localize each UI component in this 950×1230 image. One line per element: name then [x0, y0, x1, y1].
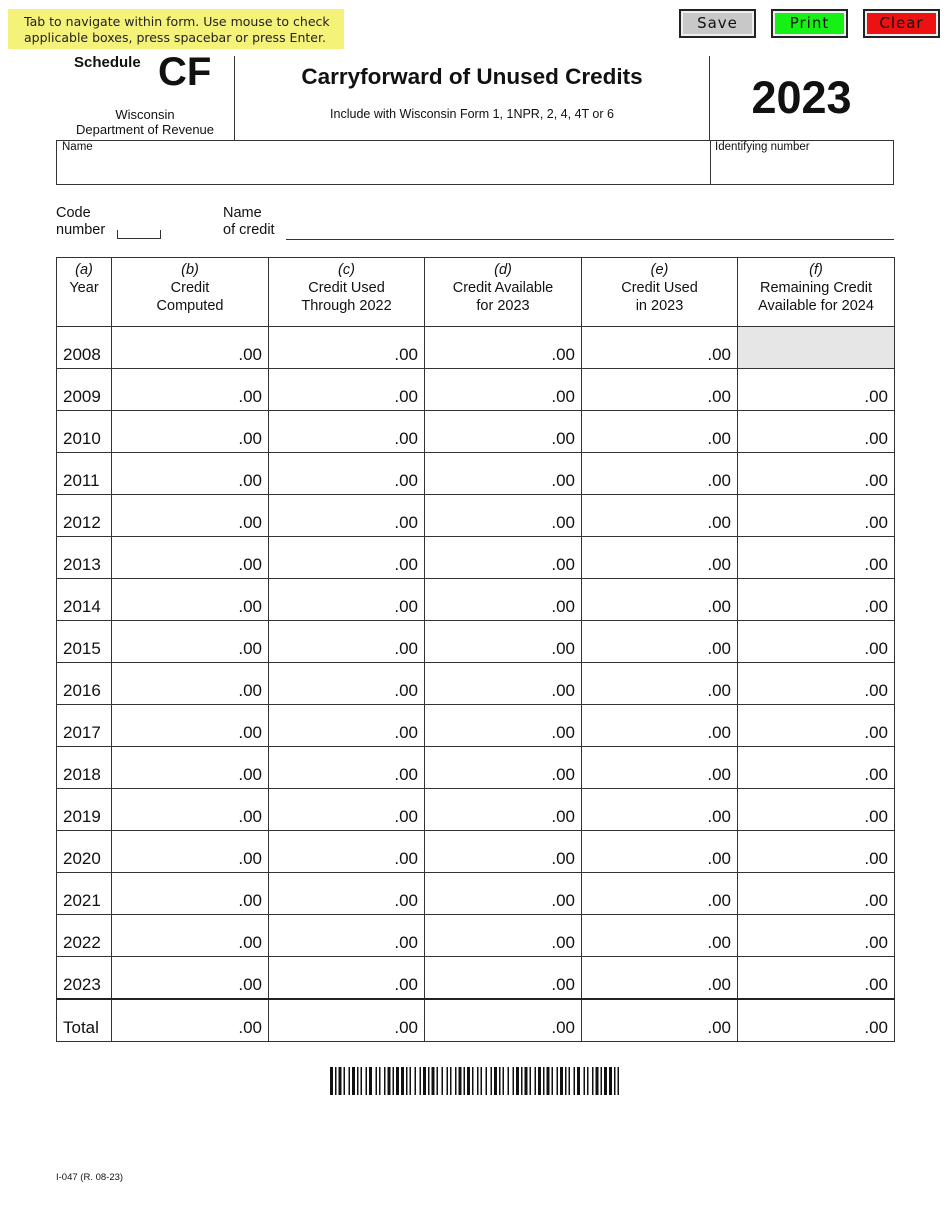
amount-field-f[interactable]: .00	[738, 705, 895, 747]
amount-field-d[interactable]: .00	[425, 789, 582, 831]
credit-name-label	[223, 205, 275, 239]
year-cell: 2011	[57, 453, 112, 495]
year-cell: Total	[57, 999, 112, 1042]
print-button[interactable]: Print	[771, 9, 848, 38]
amount-field-d[interactable]: .00	[425, 369, 582, 411]
amount-field-e[interactable]: .00	[582, 411, 738, 453]
amount-field-b[interactable]: .00	[112, 747, 269, 789]
amount-field-b[interactable]: .00	[112, 873, 269, 915]
amount-field-c[interactable]: .00	[269, 411, 425, 453]
amount-field-d[interactable]: .00	[425, 957, 582, 1000]
column-letter: (d)	[494, 262, 512, 278]
barcode-icon	[330, 1067, 622, 1095]
table-row	[57, 705, 895, 747]
column-header	[57, 258, 112, 327]
credit-name-input[interactable]	[286, 239, 894, 240]
amount-field-d[interactable]: .00	[425, 579, 582, 621]
column-letter: (e)	[650, 262, 669, 278]
column-title: Year	[69, 280, 99, 296]
year-cell: 2022	[57, 915, 112, 957]
amount-field-b[interactable]: .00	[112, 579, 269, 621]
amount-field-e[interactable]: .00	[582, 915, 738, 957]
amount-field-e[interactable]: .00	[582, 663, 738, 705]
amount-field-e[interactable]: .00	[582, 537, 738, 579]
amount-field-d[interactable]: .00	[425, 453, 582, 495]
amount-field-b[interactable]: .00	[112, 369, 269, 411]
column-title: Credit	[170, 280, 210, 296]
amount-field-d[interactable]: .00	[425, 831, 582, 873]
amount-field-c[interactable]: .00	[269, 747, 425, 789]
amount-field-d[interactable]: .00	[425, 663, 582, 705]
amount-field-b[interactable]: .00	[112, 831, 269, 873]
amount-field-b[interactable]: .00	[112, 999, 269, 1042]
amount-field-f[interactable]: .00	[738, 579, 895, 621]
amount-field-b[interactable]: .00	[112, 789, 269, 831]
column-title: Available for 2024	[758, 298, 874, 314]
amount-field-f[interactable]: .00	[738, 369, 895, 411]
column-letter: (c)	[338, 262, 355, 278]
amount-field-d[interactable]: .00	[425, 495, 582, 537]
amount-field-d[interactable]: .00	[425, 915, 582, 957]
column-header	[269, 258, 425, 327]
amount-field-f[interactable]: .00	[738, 915, 895, 957]
column-letter: (b)	[181, 262, 199, 278]
amount-field-e[interactable]: .00	[582, 789, 738, 831]
amount-field-c[interactable]: .00	[269, 831, 425, 873]
amount-field-d[interactable]: .00	[425, 705, 582, 747]
total-row	[57, 999, 895, 1042]
amount-field-b[interactable]: .00	[112, 705, 269, 747]
amount-field-c[interactable]: .00	[269, 915, 425, 957]
amount-field-c[interactable]: .00	[269, 663, 425, 705]
code-label-line: Code	[56, 205, 91, 221]
amount-field-e[interactable]: .00	[582, 453, 738, 495]
amount-field-d[interactable]: .00	[425, 999, 582, 1042]
divider	[710, 141, 711, 184]
amount-field-d[interactable]: .00	[425, 747, 582, 789]
amount-field-d[interactable]: .00	[425, 537, 582, 579]
save-button[interactable]: Save	[679, 9, 756, 38]
page-title: Carryforward of Unused Credits	[301, 64, 643, 89]
amount-field-c[interactable]: .00	[269, 957, 425, 1000]
year-cell: 2008	[57, 327, 112, 369]
amount-field-f[interactable]: .00	[738, 621, 895, 663]
name-label: Name	[62, 141, 93, 153]
column-title: Computed	[156, 298, 224, 314]
amount-field-e[interactable]: .00	[582, 747, 738, 789]
name-id-box	[56, 140, 894, 185]
amount-field-c[interactable]: .00	[269, 789, 425, 831]
amount-field-c[interactable]: .00	[269, 873, 425, 915]
code-label	[56, 205, 105, 239]
year-cell: 2019	[57, 789, 112, 831]
column-header	[425, 258, 582, 327]
amount-field-c[interactable]: .00	[269, 369, 425, 411]
amount-field-f[interactable]: .00	[738, 537, 895, 579]
department-name: Department of Revenue	[75, 122, 215, 137]
amount-field-f[interactable]: .00	[738, 747, 895, 789]
amount-field-f[interactable]: .00	[738, 831, 895, 873]
amount-field-e[interactable]: .00	[582, 999, 738, 1042]
year-cell: 2017	[57, 705, 112, 747]
amount-field-e[interactable]: .00	[582, 957, 738, 1000]
amount-field-c[interactable]: .00	[269, 705, 425, 747]
table-row	[57, 411, 895, 453]
schedule-code: CF	[158, 50, 212, 94]
code-number-input[interactable]	[117, 230, 161, 239]
column-title: Remaining Credit	[759, 280, 873, 296]
amount-field-f[interactable]: .00	[738, 873, 895, 915]
amount-field-f[interactable]: .00	[738, 663, 895, 705]
amount-field-c[interactable]: .00	[269, 999, 425, 1042]
year-cell: 2012	[57, 495, 112, 537]
amount-field-b[interactable]: .00	[112, 957, 269, 1000]
credit-table	[56, 257, 895, 1042]
table-row	[57, 873, 895, 915]
form-number: I-047 (R. 08-23)	[56, 1172, 124, 1183]
column-header	[738, 258, 895, 327]
column-letter: (f)	[809, 262, 823, 278]
year-cell: 2023	[57, 957, 112, 1000]
table-row	[57, 537, 895, 579]
credit-label-line: Name	[223, 205, 262, 221]
table-row	[57, 621, 895, 663]
amount-field-d[interactable]: .00	[425, 873, 582, 915]
amount-field-e[interactable]: .00	[582, 327, 738, 369]
amount-field-b[interactable]: .00	[112, 915, 269, 957]
amount-field-b[interactable]: .00	[112, 663, 269, 705]
amount-field-f[interactable]: .00	[738, 495, 895, 537]
year-cell: 2014	[57, 579, 112, 621]
amount-field-c[interactable]: .00	[269, 579, 425, 621]
schedule-word: Schedule	[74, 54, 141, 71]
clear-button[interactable]: Clear	[863, 9, 940, 38]
column-title: Credit Used	[308, 280, 385, 296]
amount-field-b[interactable]: .00	[112, 327, 269, 369]
year-cell: 2016	[57, 663, 112, 705]
tax-year: 2023	[751, 72, 852, 123]
amount-field-d[interactable]: .00	[425, 621, 582, 663]
amount-field-e[interactable]: .00	[582, 873, 738, 915]
amount-field-b[interactable]: .00	[112, 495, 269, 537]
year-cell: 2009	[57, 369, 112, 411]
table-row	[57, 453, 895, 495]
year-cell: 2018	[57, 747, 112, 789]
column-header	[582, 258, 738, 327]
year-cell: 2021	[57, 873, 112, 915]
amount-field-f[interactable]: .00	[738, 999, 895, 1042]
column-title: in 2023	[635, 298, 684, 314]
table-row	[57, 369, 895, 411]
agency-name	[56, 107, 234, 137]
column-title: for 2023	[476, 298, 530, 314]
amount-field-b[interactable]: .00	[112, 411, 269, 453]
state-name: Wisconsin	[115, 107, 175, 122]
amount-field-c[interactable]: .00	[269, 327, 425, 369]
table-row	[57, 957, 895, 1000]
page-subtitle: Include with Wisconsin Form 1, 1NPR, 2, 4, 4T or 6	[330, 107, 614, 121]
column-letter: (a)	[75, 262, 93, 278]
instructions-notice: Tab to navigate within form. Use mouse to check applicable boxes, press spacebar or press Enter.	[8, 9, 344, 49]
table-row	[57, 327, 895, 369]
column-title: Through 2022	[301, 298, 392, 314]
amount-field-f[interactable]: .00	[738, 411, 895, 453]
table-row	[57, 789, 895, 831]
amount-field-e[interactable]: .00	[582, 369, 738, 411]
amount-field-d[interactable]: .00	[425, 327, 582, 369]
code-label-line: number	[56, 222, 106, 238]
amount-field-c[interactable]: .00	[269, 537, 425, 579]
table-row	[57, 747, 895, 789]
table-row	[57, 579, 895, 621]
identifying-number-input[interactable]	[713, 156, 895, 184]
amount-field-e[interactable]: .00	[582, 495, 738, 537]
amount-field-d[interactable]: .00	[425, 411, 582, 453]
amount-field-c[interactable]: .00	[269, 453, 425, 495]
year-cell: 2013	[57, 537, 112, 579]
amount-field-f[interactable]: .00	[738, 789, 895, 831]
amount-field-e[interactable]: .00	[582, 705, 738, 747]
amount-field-f[interactable]: .00	[738, 453, 895, 495]
column-title: Credit Used	[621, 280, 698, 296]
amount-field-f[interactable]: .00	[738, 957, 895, 1000]
table-row	[57, 663, 895, 705]
amount-field-c[interactable]: .00	[269, 495, 425, 537]
amount-field-b[interactable]: .00	[112, 453, 269, 495]
amount-field-e[interactable]: .00	[582, 621, 738, 663]
year-cell: 2015	[57, 621, 112, 663]
table-row	[57, 495, 895, 537]
column-header	[112, 258, 269, 327]
name-input[interactable]	[59, 156, 709, 184]
year-cell: 2020	[57, 831, 112, 873]
amount-field-f	[738, 327, 895, 369]
amount-field-e[interactable]: .00	[582, 579, 738, 621]
amount-field-e[interactable]: .00	[582, 831, 738, 873]
amount-field-c[interactable]: .00	[269, 621, 425, 663]
column-title: Credit Available	[452, 280, 554, 296]
credit-label-line: of credit	[223, 222, 275, 238]
table-row	[57, 831, 895, 873]
table-row	[57, 915, 895, 957]
amount-field-b[interactable]: .00	[112, 537, 269, 579]
id-label: Identifying number	[715, 141, 810, 153]
amount-field-b[interactable]: .00	[112, 621, 269, 663]
year-cell: 2010	[57, 411, 112, 453]
